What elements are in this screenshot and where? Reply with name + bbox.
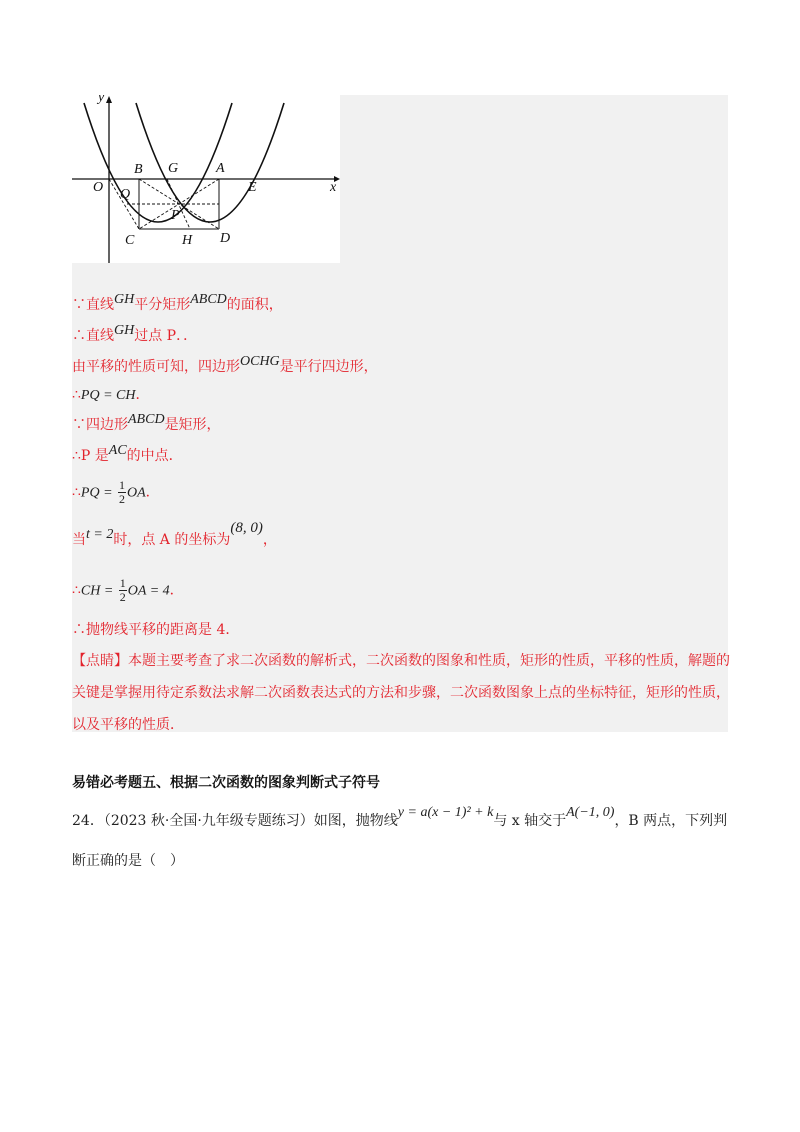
text: ， — [262, 532, 277, 548]
text: ∴ — [72, 484, 81, 501]
text: ． — [145, 484, 160, 501]
math: GH — [114, 292, 135, 307]
text: 当 — [72, 532, 86, 548]
text: ∴直线 — [72, 328, 114, 344]
math: ABCD — [128, 412, 165, 427]
label-c: C — [125, 233, 135, 248]
math: t = 2 — [86, 527, 114, 542]
fraction — [119, 577, 127, 604]
label-h: H — [182, 233, 193, 248]
text: ∴ — [72, 387, 81, 403]
math: CH = — [80, 583, 114, 599]
math: AC — [108, 443, 127, 458]
question-24-line-1 — [72, 805, 728, 832]
text: ∵直线 — [72, 297, 114, 313]
question-point: A(−1, 0) — [566, 805, 615, 820]
math: OCHG — [240, 354, 280, 369]
text: 是平行四边形， — [279, 359, 378, 375]
math: PQ = CH — [80, 388, 136, 403]
label-o: O — [93, 180, 104, 195]
text: 平分矩形 — [134, 297, 191, 313]
text: ． — [169, 582, 184, 599]
question-24-line-2: 断正确的是（ ） — [72, 853, 184, 869]
solution-line-1 — [72, 292, 283, 316]
label-e: E — [248, 180, 257, 195]
solution-line-2 — [72, 323, 198, 347]
parabola-figure — [72, 95, 340, 263]
question-formula: y = a(x − 1)² + k — [397, 805, 494, 820]
text: ∴ — [72, 582, 81, 599]
solution-line-3 — [72, 354, 378, 378]
y-axis-arrow — [106, 96, 112, 103]
text: 的面积， — [226, 297, 283, 313]
comment-paragraph: 【点睛】本题主要考查了求二次函数的解析式，二次函数的图象和性质，矩形的性质，平移的性质，解题的关键是掌握用待定系数法求解二次函数表达式的方法和步骤，二次函数图象上点的坐标特征，矩形的性质，以及平移的性质． — [72, 653, 730, 733]
label-a: A — [216, 161, 225, 176]
fraction-numerator: 1 — [119, 576, 126, 590]
solution-line-5 — [72, 412, 221, 436]
solution-line-10: ∴抛物线平移的距离是 4． — [72, 622, 240, 638]
fraction-denominator: 2 — [119, 590, 126, 604]
label-p: P — [171, 208, 180, 223]
graph-svg — [72, 95, 340, 263]
math: (8, 0) — [230, 520, 263, 536]
math: PQ = — [80, 485, 113, 501]
fraction-denominator: 2 — [118, 492, 125, 506]
label-d: D — [220, 231, 231, 246]
math: ABCD — [190, 292, 227, 307]
label-q: Q — [120, 187, 131, 202]
label-y: y — [98, 95, 105, 105]
text: 由平移的性质可知，四边形 — [72, 359, 240, 375]
question-text: 24．（2023 秋·全国·九年级专题练习）如图，抛物线 — [72, 813, 398, 829]
question-text: 与 x 轴交于 — [493, 813, 567, 829]
text: ∴P 是 — [72, 448, 109, 464]
math: OA = 4 — [127, 583, 170, 599]
math: GH — [114, 323, 135, 338]
text: ． — [135, 387, 150, 403]
fraction — [118, 479, 126, 506]
label-b: B — [134, 162, 143, 177]
text: 的中点． — [126, 448, 183, 464]
text: ∵四边形 — [72, 417, 128, 433]
solution-line-9 — [72, 577, 184, 604]
solution-line-8 — [72, 520, 277, 551]
text: 过点 P．． — [134, 328, 198, 344]
fraction-numerator: 1 — [118, 478, 125, 492]
question-text: ，B 两点，下列判 — [614, 813, 728, 829]
label-x: x — [330, 180, 337, 195]
math: OA — [126, 485, 146, 501]
solution-line-6 — [72, 443, 183, 467]
label-g: G — [168, 161, 179, 176]
text: 时，点 A 的坐标为 — [113, 532, 231, 548]
text: 是矩形， — [164, 417, 221, 433]
solution-line-7 — [72, 479, 160, 506]
section-heading: 易错必考题五、根据二次函数的图象判断式子符号 — [72, 775, 380, 791]
solution-line-4 — [72, 385, 149, 406]
